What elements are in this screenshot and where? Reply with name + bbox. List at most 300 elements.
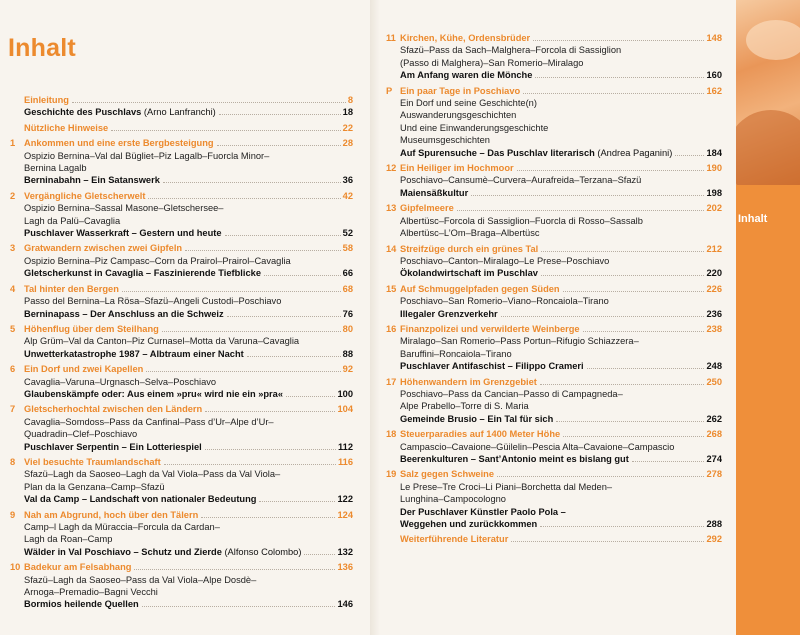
entry-text [400, 134, 490, 146]
page-number: 136 [337, 562, 353, 573]
entry-text [24, 242, 182, 254]
entry-label: Albertüsc–L’Om–Braga–Albertüsc [400, 228, 540, 239]
chapter-number: 14 [386, 243, 397, 254]
dot-leader [146, 371, 340, 372]
dot-leader [264, 275, 341, 276]
dot-leader [556, 421, 704, 422]
entry-label: Illegaler Grenzverkehr [400, 308, 498, 319]
dot-leader [497, 476, 704, 477]
dot-leader [533, 40, 704, 41]
page-number: 162 [706, 85, 722, 96]
page-number: 28 [342, 138, 353, 149]
page-number: 160 [706, 70, 722, 81]
page-number: 288 [706, 519, 722, 530]
entry-text [24, 509, 198, 521]
entry-label: (Passo di Malghera)–San Romerio–Miralago [400, 57, 584, 68]
toc-entry [10, 94, 353, 119]
route-line [400, 335, 722, 347]
entry-label: Sfazü–Lagh da Saoseo–Pass da Val Viola–Alpe Dosdè– [24, 574, 257, 585]
entry-label: Auf Spurensuche – Das Puschlav literarisch [400, 147, 595, 158]
toc-entry [386, 32, 722, 82]
entry-text [24, 122, 108, 134]
entry-text [24, 456, 161, 468]
entry-text [24, 428, 137, 440]
entry-text [400, 69, 532, 81]
entry-label: Poschiavo–Cansumè–Curvera–Aurafreida–Terzana–Sfazü [400, 175, 642, 186]
entry-label: Beerenkulturen – Sant’Antonio meint es bislang gut [400, 454, 629, 464]
dot-leader [205, 449, 336, 450]
dot-leader [227, 316, 341, 317]
page-number: 18 [342, 107, 353, 118]
route-line [24, 202, 353, 214]
chapter-title-line [400, 283, 722, 295]
dot-leader [583, 331, 705, 332]
dot-leader [217, 145, 341, 146]
entry-text [400, 187, 468, 199]
page-number: 8 [347, 95, 353, 105]
chapter-number: 3 [10, 243, 16, 254]
entry-label: Geschichte des Puschlavs [24, 107, 142, 118]
entry-text [24, 533, 112, 545]
chapter-number: 17 [386, 376, 397, 387]
entry-label: Poschiavo–San Romerio–Viano–Roncaiola–Tirano [400, 296, 609, 307]
page-number: 278 [706, 469, 722, 480]
route-line [400, 215, 722, 227]
entry-label: Tal hinter den Bergen [24, 283, 119, 294]
route-line [24, 428, 353, 440]
entry-text [400, 97, 537, 109]
entry-text [400, 428, 560, 440]
entry-label: Arnoga–Premadio–Bagni Vecchi [24, 587, 158, 598]
entry-text [400, 202, 454, 214]
toc-entry [386, 323, 722, 373]
route-line [400, 134, 722, 146]
page-number: 292 [706, 534, 722, 545]
entry-label: Alp Grüm–Val da Canton–Piz Curnasel–Motta da Varuna–Cavaglia [24, 336, 300, 347]
entry-text [24, 348, 244, 360]
chapter-title-line [24, 323, 353, 335]
dot-leader [259, 501, 335, 502]
page-number: 146 [337, 599, 353, 610]
entry-label: Campascio–Cavaione–Güilelin–Pescia Alta–Cavaione–Campascio [400, 441, 675, 452]
toc-entry [386, 283, 722, 320]
chapter-title-line [24, 122, 353, 134]
route-line [24, 335, 353, 347]
page-number: 132 [337, 546, 353, 557]
entry-text [400, 295, 609, 307]
dot-leader [142, 606, 336, 607]
entry-label: Val da Camp – Landschaft von nationaler Bedeutung [24, 494, 257, 505]
page-number: 100 [337, 388, 353, 399]
entry-label: Gipfelmeere [400, 203, 454, 214]
book-gutter [370, 0, 380, 635]
entry-text [400, 243, 538, 255]
entry-label: Ospizio Bernina–Sassal Masone–Gletschersee– [24, 203, 224, 214]
chapter-title-line [24, 137, 353, 149]
page-number: 58 [342, 243, 353, 254]
route-line [400, 388, 722, 400]
toc-entry [10, 242, 353, 279]
entry-label: Höhenwandern im Grenzgebiet [400, 376, 537, 387]
route-line [400, 295, 722, 307]
entry-text [400, 441, 674, 453]
feature-line [24, 598, 353, 610]
side-photo [736, 0, 800, 185]
entry-label: Finanzpolizei und verwilderte Weinberge [400, 323, 580, 334]
dot-leader [511, 541, 704, 542]
chapter-title-line [400, 376, 722, 388]
feature-line [24, 267, 353, 279]
chapter-title-line [400, 85, 722, 97]
entry-text [24, 493, 256, 505]
entry-text [400, 360, 584, 372]
page-number: 42 [342, 190, 353, 201]
entry-label: Ein Dorf und seine Geschichte(n) [400, 98, 537, 109]
entry-author: (Alfonso Colombo) [221, 546, 302, 557]
entry-text [400, 57, 583, 69]
dot-leader [535, 77, 704, 78]
chapter-number: 15 [386, 283, 397, 294]
chapter-title-line [400, 468, 722, 480]
entry-label: Vergängliche Gletscherwelt [24, 190, 146, 201]
entry-text [400, 348, 512, 360]
page-number: 220 [706, 268, 722, 279]
entry-text [24, 363, 143, 375]
entry-label: Glaubenskämpfe oder: Aus einem »pru« wird nie ein »pra« [24, 388, 284, 399]
dot-leader [304, 554, 335, 555]
route-line [24, 533, 353, 545]
dot-leader [162, 331, 341, 332]
feature-line [400, 308, 722, 320]
page-number: 66 [342, 268, 353, 279]
dot-leader [563, 436, 704, 437]
entry-label: Puschlaver Wasserkraft – Gestern und heute [24, 228, 222, 239]
entry-text [24, 283, 119, 295]
page-number: 184 [706, 147, 722, 158]
page-number: 212 [706, 243, 722, 254]
entry-text [400, 283, 560, 295]
chapter-number: 18 [386, 429, 397, 440]
side-color-strip [736, 0, 800, 635]
chapter-title-line [24, 403, 353, 415]
toc-entry [10, 509, 353, 559]
chapter-number: 1 [10, 138, 16, 149]
dot-leader [541, 251, 704, 252]
dot-leader [471, 195, 704, 196]
route-line [400, 174, 722, 186]
toc-entry [10, 403, 353, 453]
entry-text [24, 468, 280, 480]
page-number: 202 [706, 203, 722, 214]
toc-entry [386, 162, 722, 199]
entry-text [400, 147, 672, 159]
dot-leader [72, 102, 346, 103]
toc-column-right [386, 32, 722, 546]
chapter-number: 12 [386, 163, 397, 174]
entry-text [24, 323, 159, 335]
chapter-number: 16 [386, 323, 397, 334]
chapter-title-line [24, 94, 353, 106]
feature-line [24, 308, 353, 320]
dot-leader [540, 384, 705, 385]
entry-label: Albertüsc–Forcola di Sassiglion–Fuorcla di Rosso–Sassalb [400, 215, 643, 226]
route-line [400, 109, 722, 121]
entry-text [400, 32, 530, 44]
chapter-title-line [24, 561, 353, 573]
dot-leader [675, 155, 704, 156]
page-number: 226 [706, 283, 722, 294]
feature-line [400, 506, 722, 518]
page-number: 268 [706, 429, 722, 440]
page-number: 22 [342, 122, 353, 133]
entry-text [24, 215, 120, 227]
chapter-number: 8 [10, 456, 16, 467]
entry-text [400, 400, 529, 412]
toc-entry [10, 456, 353, 506]
chapter-title-line [400, 323, 722, 335]
entry-text [400, 174, 641, 186]
route-line [24, 586, 353, 598]
entry-text [400, 376, 537, 388]
dot-leader [563, 291, 705, 292]
chapter-title-line [24, 242, 353, 254]
entry-text [24, 481, 165, 493]
entry-label: Ein Dorf und zwei Kapellen [24, 364, 144, 375]
entry-label: Poschiavo–Pass da Cancian–Passo di Campagneda– [400, 388, 623, 399]
chapter-number: 9 [10, 509, 16, 520]
entry-label: Der Puschlaver Künstler Paolo Pola – [400, 506, 566, 517]
entry-label: Weiterführende Literatur [400, 534, 509, 545]
chapter-number: 10 [10, 562, 21, 573]
entry-label: Passo del Bernina–La Rösa–Sfazü–Angeli Custodi–Poschiavo [24, 296, 282, 307]
entry-text [400, 215, 643, 227]
entry-label: Ankommen und eine erste Bergbesteigung [24, 138, 214, 149]
entry-label: Auswanderungsgeschichten [400, 110, 517, 121]
route-line [400, 481, 722, 493]
entry-label: Einleitung [24, 95, 69, 105]
entry-label: Gletscherhochtal zwischen den Ländern [24, 404, 203, 415]
feature-line [24, 106, 353, 118]
feature-line [400, 147, 722, 159]
toc-entry [386, 243, 722, 280]
entry-text [24, 295, 281, 307]
entry-text [24, 376, 216, 388]
entry-text [400, 85, 520, 97]
feature-line [400, 267, 722, 279]
page-number: 198 [706, 187, 722, 198]
route-line [400, 227, 722, 239]
entry-label: Auf Schmuggelpfaden gegen Süden [400, 283, 560, 294]
entry-text [24, 174, 160, 186]
entry-text [24, 267, 261, 279]
chapter-number: 5 [10, 323, 16, 334]
chapter-title-line [400, 243, 722, 255]
entry-text [400, 468, 494, 480]
entry-label: Sfazü–Pass da Sach–Malghera–Forcola di Sassiglion [400, 45, 622, 56]
route-line [400, 255, 722, 267]
page-number: 262 [706, 413, 722, 424]
entry-label: Baruffini–Roncaiola–Tirano [400, 348, 512, 359]
entry-text [24, 202, 223, 214]
chapter-number: 13 [386, 203, 397, 214]
entry-label: Ein Heiliger im Hochmoor [400, 163, 514, 174]
chapter-title-line [24, 509, 353, 521]
route-line [24, 416, 353, 428]
entry-label: Plan da la Genzana–Camp–Sfazü [24, 481, 165, 492]
feature-line [24, 388, 353, 400]
dot-leader [247, 356, 341, 357]
toc-entry [10, 323, 353, 360]
toc-entry [10, 363, 353, 400]
toc-entry [10, 137, 353, 187]
dot-leader [587, 368, 705, 369]
entry-text [24, 106, 216, 118]
feature-line [400, 187, 722, 199]
dot-leader [134, 569, 335, 570]
entry-author: (Andrea Paganini) [594, 147, 673, 158]
feature-line [400, 413, 722, 425]
route-line [24, 468, 353, 480]
toc-column-left [10, 94, 353, 611]
entry-text [24, 521, 220, 533]
entry-label: Berninabahn – Ein Satanswerk [24, 175, 160, 186]
page-number: 250 [706, 376, 722, 387]
route-line [24, 574, 353, 586]
dot-leader [205, 411, 335, 412]
feature-line [24, 493, 353, 505]
entry-text [24, 574, 256, 586]
page-number: 248 [706, 361, 722, 372]
route-line [400, 44, 722, 56]
entry-text [400, 533, 508, 545]
page-number: 36 [342, 175, 353, 186]
chapter-title-line [24, 190, 353, 202]
dot-leader [540, 526, 704, 527]
page-number: 80 [342, 323, 353, 334]
chapter-title-line [24, 363, 353, 375]
toc-entry [386, 376, 722, 426]
entry-label: Ospizio Bernina–Piz Campasc–Corn da Prairol–Prairol–Cavaglia [24, 255, 291, 266]
entry-text [400, 388, 623, 400]
feature-line [24, 174, 353, 186]
dot-leader [517, 170, 705, 171]
entry-text [400, 267, 538, 279]
chapter-title-line [400, 428, 722, 440]
dot-leader [163, 182, 341, 183]
entry-text [24, 403, 202, 415]
page-number: 236 [706, 308, 722, 319]
entry-text [400, 227, 540, 239]
route-line [24, 481, 353, 493]
toc-entry [10, 283, 353, 320]
chapter-number: 6 [10, 364, 16, 375]
entry-text [400, 335, 639, 347]
page-number: 122 [337, 494, 353, 505]
page-number: 112 [338, 441, 353, 452]
chapter-number: 2 [10, 190, 16, 201]
toc-entry [10, 122, 353, 134]
toc-entry [386, 533, 722, 545]
toc-entry [386, 85, 722, 159]
entry-label: Lagh da Roan–Camp [24, 534, 113, 545]
entry-label: Und eine Einwanderungsgeschichte [400, 122, 549, 133]
page-number: 92 [342, 364, 353, 375]
chapter-title-line [24, 456, 353, 468]
entry-label: Lunghina–Campocologno [400, 494, 506, 505]
entry-text [24, 586, 158, 598]
dot-leader [148, 198, 340, 199]
dot-leader [164, 464, 336, 465]
entry-text [400, 453, 629, 465]
entry-text [400, 481, 612, 493]
toc-entry [10, 190, 353, 240]
entry-author: (Arno Lanfranchi) [141, 107, 216, 118]
page-number: 116 [338, 456, 353, 467]
dot-leader [541, 275, 705, 276]
page-title: Inhalt [8, 34, 76, 62]
page-number: 76 [342, 308, 353, 319]
entry-text [24, 546, 301, 558]
entry-text [400, 109, 516, 121]
entry-label: Gemeinde Brusio – Ein Tal für sich [400, 413, 554, 424]
dot-leader [286, 396, 335, 397]
toc-entry [386, 202, 722, 239]
entry-label: Am Anfang waren die Mönche [400, 70, 533, 81]
entry-text [24, 94, 69, 106]
entry-label: Weggehen und zurückkommen [400, 519, 538, 530]
entry-label: Gletscherkunst in Cavaglia – Faszinierende Tiefblicke [24, 268, 261, 279]
chapter-title-line [400, 533, 722, 545]
page-number: 124 [337, 509, 353, 520]
page-number: 88 [342, 348, 353, 359]
entry-label: Cavaglia–Somdoss–Pass da Canfinal–Pass d’Ur–Alpe d’Ur– [24, 416, 274, 427]
dot-leader [122, 291, 341, 292]
entry-text [24, 308, 224, 320]
entry-text [400, 308, 498, 320]
route-line [24, 376, 353, 388]
chapter-number: 19 [386, 469, 397, 480]
route-line [400, 348, 722, 360]
entry-label: Bernina Lagalb [24, 163, 87, 174]
feature-line [400, 69, 722, 81]
entry-label: Poschiavo–Canton–Miralago–Le Prese–Poschiavo [400, 255, 610, 266]
page-number: 104 [337, 404, 353, 415]
route-line [400, 400, 722, 412]
entry-label: Camp–l Lagh da Müraccia–Forcula da Cardan– [24, 522, 220, 532]
entry-label: Ökolandwirtschaft im Puschlav [400, 268, 538, 279]
page-number: 148 [706, 33, 722, 43]
toc-entry [386, 428, 722, 465]
feature-line [24, 227, 353, 239]
entry-label: Salz gegen Schweine [400, 469, 495, 480]
chapter-title-line [400, 202, 722, 214]
route-line [400, 441, 722, 453]
feature-line [400, 453, 722, 465]
entry-label: Museumsgeschichten [400, 135, 490, 146]
entry-label: Bormios heilende Quellen [24, 599, 139, 610]
entry-label: Alpe Prabello–Torre di S. Maria [400, 401, 529, 412]
entry-text [24, 561, 131, 573]
dot-leader [457, 210, 705, 211]
route-line [24, 215, 353, 227]
page-number: 238 [706, 323, 722, 334]
entry-text [400, 518, 537, 530]
entry-label: Unwetterkatastrophe 1987 – Albtraum einer Nacht [24, 348, 244, 359]
entry-label: Ein paar Tage in Poschiavo [400, 85, 521, 96]
entry-text [400, 493, 506, 505]
entry-text [24, 441, 202, 453]
entry-text [24, 150, 269, 162]
